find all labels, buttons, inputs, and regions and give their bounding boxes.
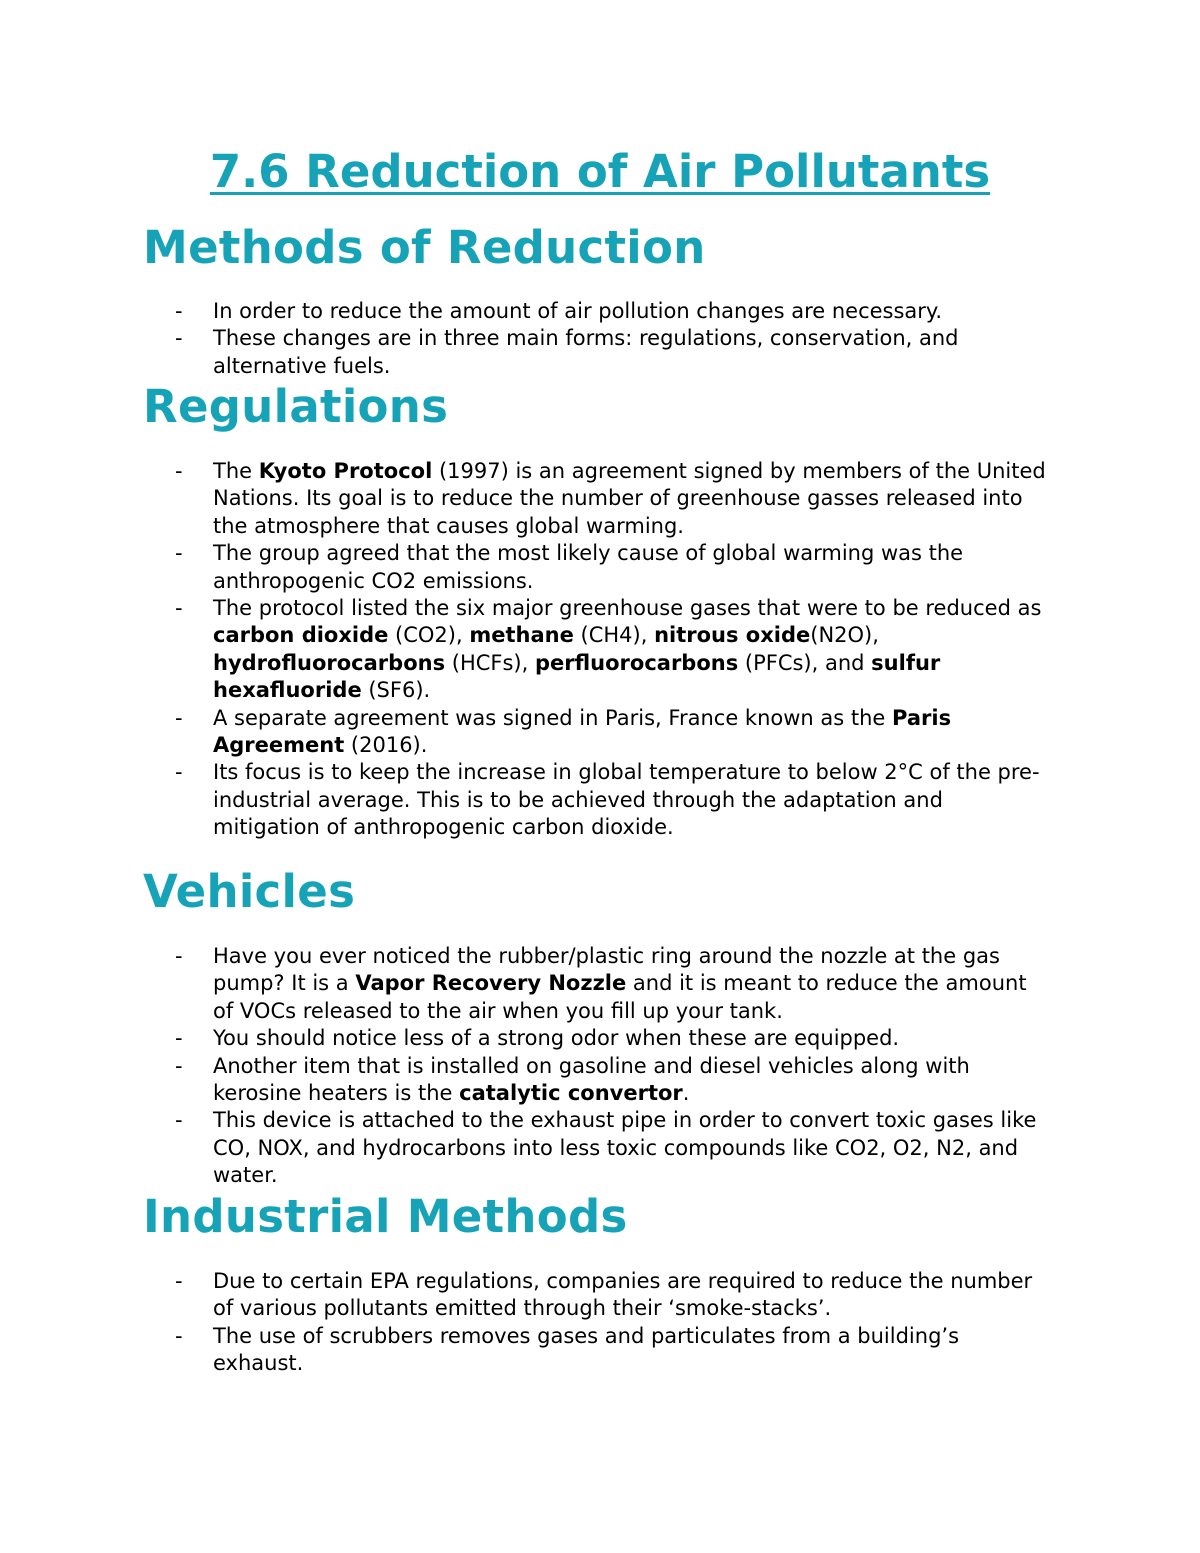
text-run: (CO2), [388, 623, 470, 648]
list-item [0, 458, 1053, 540]
bullet-list-vehicles [0, 943, 1053, 1190]
bold-term: perfluorocarbons [534, 650, 739, 675]
bullet-dash: - [175, 459, 183, 483]
text-run: In order to reduce the amount of air pollution changes are necessary. [213, 299, 943, 323]
text-run: This device is attached to the exhaust pipe in order to convert toxic gases like CO, NOX, and hydrocarbons into less toxic compounds like CO2, O2, N2, and water. [213, 1108, 1037, 1188]
text-run: (N2O), [810, 623, 879, 648]
text-run: (SF6). [361, 678, 431, 703]
bold-term: Kyoto Protocol [258, 459, 433, 483]
list-item [0, 1268, 1053, 1323]
bullet-dash: - [175, 760, 183, 785]
section-heading-methods-of-reduction: Methods of Reduction [143, 221, 706, 274]
bullet-dash: - [175, 541, 183, 566]
text-run: (HCFs), [445, 650, 535, 675]
bold-term: catalytic convertor [459, 1081, 683, 1106]
text-run: These changes are in three main forms: regulations, conservation, and alternative fuels. [213, 326, 959, 378]
list-item [0, 1323, 1053, 1378]
bullet-dash: - [175, 326, 183, 351]
page-title: 7.6 Reduction of Air Pollutants [209, 145, 991, 198]
bold-term: methane [469, 623, 574, 648]
list-item [0, 1107, 1053, 1189]
text-run: The [213, 459, 259, 483]
bold-term: nitrous oxide [654, 623, 811, 648]
list-item [0, 1053, 1053, 1108]
list-item [0, 759, 1053, 841]
bold-term: hydrofluorocarbons [213, 650, 446, 675]
bullet-list-industrial-methods [0, 1268, 1053, 1378]
text-run: Have you ever noticed the rubber/plastic ring around the nozzle at the gas pump? It is a [213, 944, 1000, 996]
text-run: (PFCs), and [738, 650, 872, 675]
section-heading-industrial-methods: Industrial Methods [143, 1190, 628, 1243]
list-item [0, 595, 1053, 705]
section-heading-vehicles: Vehicles [143, 865, 356, 918]
text-run: The protocol listed the six major greenhouse gases that were to be reduced as [213, 596, 1042, 621]
text-run: Another item that is installed on gasoline and diesel vehicles along with kerosine heaters is the [213, 1053, 970, 1106]
text-run: (CH4), [573, 623, 655, 648]
text-run: (2016). [344, 733, 428, 758]
text-run: Its focus is to keep the increase in global temperature to below 2°C of the pre-industrial average. This is to be achieved through the adaptation and mitigation of anthropogenic carbon dioxide. [213, 760, 1040, 840]
text-run: (1997) is an agreement signed by members of the United Nations. Its goal is to reduce the number of greenhouse gasses released into the atmosphere that causes global warming. [213, 459, 1046, 538]
list-item [0, 325, 1053, 380]
bold-term: Paris Agreement [213, 705, 952, 758]
bullet-dash: - [175, 1053, 183, 1078]
bullet-dash: - [175, 1269, 183, 1293]
list-item [0, 1025, 1053, 1052]
bold-term: carbon dioxide [213, 623, 389, 648]
bullet-dash: - [175, 1108, 183, 1133]
bullet-dash: - [175, 299, 183, 323]
bullet-list-methods-of-reduction [0, 298, 1053, 380]
text-run: Due to certain EPA regulations, companies are required to reduce the number of various pollutants emitted through their ‘smoke-stacks’. [213, 1269, 1033, 1321]
section-heading-regulations: Regulations [143, 380, 449, 433]
text-run: A separate agreement was signed in Paris, France known as the [213, 705, 893, 730]
text-run: The use of scrubbers removes gases and particulates from a building’s exhaust. [213, 1323, 960, 1376]
bullet-dash: - [175, 1026, 183, 1051]
list-item [0, 943, 1053, 1025]
list-item [0, 540, 1053, 595]
bold-term: sulfur hexafluoride [213, 650, 941, 703]
text-run: The group agreed that the most likely cause of global warming was the anthropogenic CO2 emissions. [213, 541, 964, 593]
bullet-dash: - [175, 1323, 183, 1348]
bullet-dash: - [175, 944, 183, 968]
text-run: . [682, 1081, 690, 1106]
text-run: You should notice less of a strong odor when these are equipped. [213, 1026, 900, 1051]
text-run: and it is meant to reduce the amount of VOCs released to the air when you fill up your tank. [213, 971, 1027, 1023]
bold-term: Vapor Recovery Nozzle [355, 971, 627, 996]
bullet-list-regulations [0, 458, 1053, 842]
list-item [0, 298, 1053, 325]
bullet-dash: - [175, 596, 183, 621]
list-item [0, 705, 1053, 760]
bullet-dash: - [175, 705, 183, 730]
